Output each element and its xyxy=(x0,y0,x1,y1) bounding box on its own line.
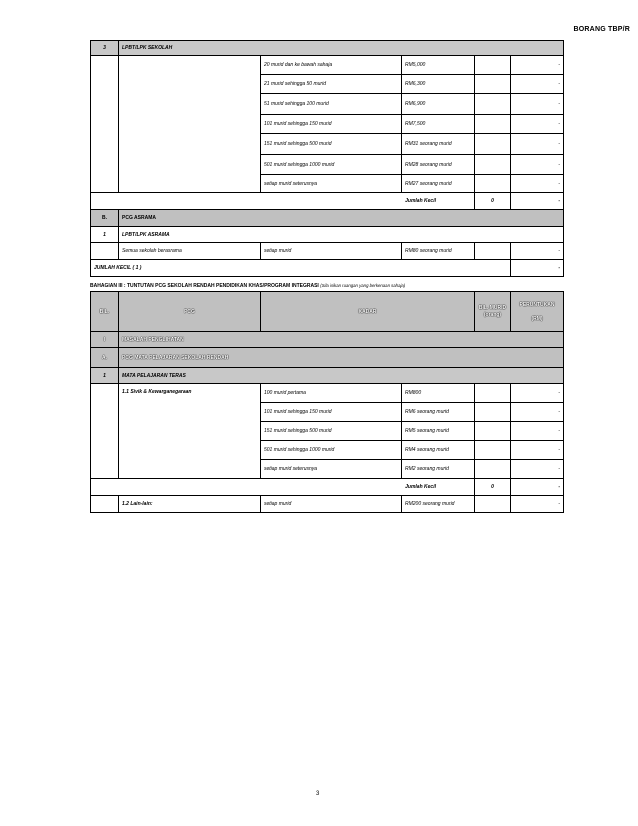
row-label: LPBT/LPK ASRAMA xyxy=(119,227,564,243)
amount-cell: - xyxy=(511,384,564,403)
amount-cell: - xyxy=(511,422,564,441)
kadar-cell: setiap murid xyxy=(261,243,402,260)
amount-cell: - xyxy=(511,115,564,134)
kadar-cell: 101 murid sehingga 150 murid xyxy=(261,403,402,422)
kadar-cell: 20 murid dan ke bawah sahaja xyxy=(261,56,402,75)
row-number: 1 xyxy=(91,368,119,384)
table-row xyxy=(91,193,564,210)
kadar-cell: setiap murid seterusnya xyxy=(261,460,402,479)
section-label: PCG ASRAMA xyxy=(119,210,564,227)
table-row xyxy=(91,56,564,75)
total-label: JUMLAH KECIL ( 1 ) xyxy=(91,260,511,277)
subject-label: 1.2 Lain-lain: xyxy=(119,496,261,513)
count-input[interactable] xyxy=(475,441,511,460)
count-input[interactable] xyxy=(475,243,511,260)
header-kadar: KADAR xyxy=(261,292,475,332)
count-input[interactable] xyxy=(475,384,511,403)
rate-cell: RM31 seorang murid xyxy=(402,134,475,155)
row-number: 1 xyxy=(91,227,119,243)
row-label: MATA PELAJARAN TERAS xyxy=(119,368,564,384)
row-label: LPBT/LPK SEKOLAH xyxy=(119,41,564,56)
header-bil: BIL. xyxy=(91,292,119,332)
rate-cell: RM800 xyxy=(402,384,475,403)
header-orang: (orang) xyxy=(483,311,502,318)
section-label: MASALAH PENGLIHATAN xyxy=(119,332,564,348)
header-pcg: PCG xyxy=(119,292,261,332)
amount-cell: - xyxy=(511,94,564,115)
table-row xyxy=(91,368,564,384)
amount-cell: - xyxy=(511,56,564,75)
kadar-cell: setiap murid xyxy=(261,496,402,513)
rate-cell: RM5 seorang murid xyxy=(402,422,475,441)
table-row xyxy=(91,496,564,513)
school-type-cell: Semua sekolah berasrama xyxy=(119,243,261,260)
amount-cell: - xyxy=(511,75,564,94)
subtotal-count: 0 xyxy=(475,479,511,496)
rate-cell: RM6,900 xyxy=(402,94,475,115)
count-input[interactable] xyxy=(475,422,511,441)
rate-cell: RM27 seorang murid xyxy=(402,175,475,193)
amount-cell: - xyxy=(511,134,564,155)
section-number: B. xyxy=(91,210,119,227)
table-part3 xyxy=(90,291,564,513)
form-code: BORANG TBP/R xyxy=(573,26,630,33)
rate-cell: RM28 seorang murid xyxy=(402,155,475,175)
count-input[interactable] xyxy=(475,56,511,75)
header-peruntukan-label: PERUNTUKAN xyxy=(519,301,555,308)
table-row xyxy=(91,210,564,227)
amount-cell: - xyxy=(511,155,564,175)
rate-cell: RM5,000 xyxy=(402,56,475,75)
section-number: A. xyxy=(91,348,119,368)
count-input[interactable] xyxy=(475,94,511,115)
part3-note: (Sila isikan ruangan yang berkenaan sahaja) xyxy=(320,283,406,288)
rate-cell: RM200 seorang murid xyxy=(402,496,475,513)
table-row xyxy=(91,260,564,277)
table-part2-continued xyxy=(90,40,564,277)
kadar-cell: setiap murid seterusnya xyxy=(261,175,402,193)
count-input[interactable] xyxy=(475,460,511,479)
table-row xyxy=(91,479,564,496)
header-rm: (RM) xyxy=(531,315,543,322)
section-label: PCG MATA PELAJARAN SEKOLAH RENDAH xyxy=(119,348,564,368)
rate-cell: RM6 seorang murid xyxy=(402,403,475,422)
count-input[interactable] xyxy=(475,115,511,134)
header-bil-murid-label: BIL. MURID xyxy=(478,304,507,311)
table-row xyxy=(91,243,564,260)
rate-cell: RM6,300 xyxy=(402,75,475,94)
subtotal-label: Jumlah Kecil xyxy=(91,193,475,210)
kadar-cell: 151 murid sehingga 500 murid xyxy=(261,134,402,155)
amount-cell: - xyxy=(511,175,564,193)
header-bil-murid xyxy=(475,292,511,332)
table-row xyxy=(91,348,564,368)
count-input[interactable] xyxy=(475,496,511,513)
row-number: 3 xyxy=(91,41,119,56)
rate-cell: RM80 seorang murid xyxy=(402,243,475,260)
subtotal-amount: - xyxy=(511,193,564,210)
table-row xyxy=(91,41,564,56)
count-input[interactable] xyxy=(475,134,511,155)
page-number: 3 xyxy=(316,791,320,797)
kadar-cell: 100 murid pertama xyxy=(261,384,402,403)
amount-cell: - xyxy=(511,441,564,460)
table-row xyxy=(91,384,564,403)
kadar-cell: 501 murid sehingga 1000 murid xyxy=(261,441,402,460)
amount-cell: - xyxy=(511,403,564,422)
section-number: I xyxy=(91,332,119,348)
subtotal-label: Jumlah Kecil xyxy=(91,479,475,496)
subject-label: 1.1 Sivik & Kewarganegaraan xyxy=(119,384,261,479)
kadar-cell: 51 murid sehingga 100 murid xyxy=(261,94,402,115)
rate-cell: RM4 seorang murid xyxy=(402,441,475,460)
total-amount: - xyxy=(511,260,564,277)
kadar-cell: 101 murid sehingga 150 murid xyxy=(261,115,402,134)
amount-cell: - xyxy=(511,496,564,513)
table-row xyxy=(91,227,564,243)
table-header-row xyxy=(91,292,564,332)
count-input[interactable] xyxy=(475,403,511,422)
kadar-cell: 21 murid sehingga 50 murid xyxy=(261,75,402,94)
kadar-cell: 501 murid sehingga 1000 murid xyxy=(261,155,402,175)
count-input[interactable] xyxy=(475,155,511,175)
count-input[interactable] xyxy=(475,75,511,94)
amount-cell: - xyxy=(511,243,564,260)
rate-cell: RM7,500 xyxy=(402,115,475,134)
subtotal-amount: - xyxy=(511,479,564,496)
amount-cell: - xyxy=(511,460,564,479)
header-peruntukan xyxy=(511,292,564,332)
rate-cell: RM2 seorang murid xyxy=(402,460,475,479)
kadar-cell: 151 murid sehingga 500 murid xyxy=(261,422,402,441)
part3-title-text: BAHAGIAN III : TUNTUTAN PCG SEKOLAH RENDAH PENDIDIKAN KHAS/PROGRAM INTEGRASI xyxy=(90,283,319,289)
part3-title xyxy=(90,283,405,289)
table-row xyxy=(91,332,564,348)
count-input[interactable] xyxy=(475,175,511,193)
subtotal-count: 0 xyxy=(475,193,511,210)
